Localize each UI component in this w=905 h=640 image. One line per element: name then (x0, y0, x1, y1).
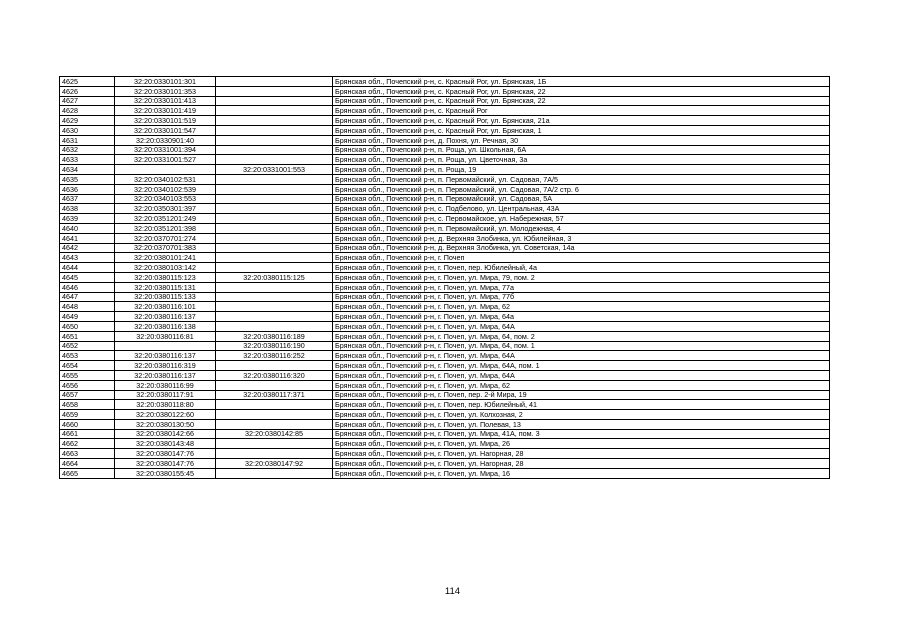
address-cell: Брянская обл., Почепский р-н, г. Почеп, ул. Мира, 64, пом. 1 (333, 341, 830, 351)
table-row (60, 77, 830, 87)
table-row (60, 292, 830, 302)
related-cadastral-number-cell (216, 77, 333, 87)
table-row (60, 135, 830, 145)
address-cell: Брянская обл., Почепский р-н, г. Почеп, ул. Мира, 16 (333, 468, 830, 478)
row-number-cell: 4640 (60, 223, 115, 233)
row-number-cell: 4641 (60, 233, 115, 243)
related-cadastral-number-cell (216, 204, 333, 214)
related-cadastral-number-cell (216, 400, 333, 410)
address-cell: Брянская обл., Почепский р-н, г. Почеп, пер. 2-й Мира, 19 (333, 390, 830, 400)
address-cell: Брянская обл., Почепский р-н, г. Почеп, ул. Нагорная, 28 (333, 449, 830, 459)
address-cell: Брянская обл., Почепский р-н, г. Почеп, ул. Мира, 26 (333, 439, 830, 449)
row-number-cell: 4664 (60, 459, 115, 469)
cadastral-number-cell: 32:20:0351201:249 (115, 214, 216, 224)
table-row (60, 204, 830, 214)
address-cell: Брянская обл., Почепский р-н, п. Роща, ул. Школьная, 6А (333, 145, 830, 155)
related-cadastral-number-cell (216, 125, 333, 135)
address-cell: Брянская обл., Почепский р-н, с. Красный Рог, ул. Брянская, 1 (333, 125, 830, 135)
table-row (60, 419, 830, 429)
row-number-cell: 4627 (60, 96, 115, 106)
row-number-cell: 4633 (60, 155, 115, 165)
cadastral-number-cell: 32:20:0331001:394 (115, 145, 216, 155)
row-number-cell: 4642 (60, 243, 115, 253)
table-row (60, 370, 830, 380)
row-number-cell: 4647 (60, 292, 115, 302)
table-row (60, 253, 830, 263)
related-cadastral-number-cell: 32:20:0380117:371 (216, 390, 333, 400)
row-number-cell: 4626 (60, 86, 115, 96)
row-number-cell: 4649 (60, 312, 115, 322)
table-row (60, 223, 830, 233)
address-cell: Брянская обл., Почепский р-н, с. Первомайское, ул. Набережная, 57 (333, 214, 830, 224)
address-cell: Брянская обл., Почепский р-н, с. Красный Рог (333, 106, 830, 116)
related-cadastral-number-cell (216, 86, 333, 96)
table-body (60, 77, 830, 479)
related-cadastral-number-cell: 32:20:0380142:85 (216, 429, 333, 439)
table-row (60, 194, 830, 204)
row-number-cell: 4629 (60, 116, 115, 126)
related-cadastral-number-cell: 32:20:0380116:252 (216, 351, 333, 361)
cadastral-number-cell: 32:20:0380116:99 (115, 380, 216, 390)
row-number-cell: 4662 (60, 439, 115, 449)
table-row (60, 410, 830, 420)
row-number-cell: 4660 (60, 419, 115, 429)
cadastral-number-cell: 32:20:0330101:519 (115, 116, 216, 126)
cadastral-number-cell: 32:20:0370701:383 (115, 243, 216, 253)
cadastral-number-cell: 32:20:0380116:137 (115, 312, 216, 322)
table-row (60, 272, 830, 282)
table-row (60, 96, 830, 106)
related-cadastral-number-cell (216, 116, 333, 126)
table-row (60, 380, 830, 390)
cadastral-number-cell: 32:20:0380103:142 (115, 263, 216, 273)
address-cell: Брянская обл., Почепский р-н, с. Красный Рог, ул. Брянская, 22 (333, 86, 830, 96)
row-number-cell: 4639 (60, 214, 115, 224)
row-number-cell: 4648 (60, 302, 115, 312)
row-number-cell: 4665 (60, 468, 115, 478)
table-row (60, 106, 830, 116)
related-cadastral-number-cell (216, 135, 333, 145)
table-row (60, 390, 830, 400)
cadastral-number-cell: 32:20:0380116:137 (115, 351, 216, 361)
cadastral-number-cell: 32:20:0380147:76 (115, 449, 216, 459)
row-number-cell: 4635 (60, 174, 115, 184)
address-cell: Брянская обл., Почепский р-н, г. Почеп, ул. Мира, 64А (333, 351, 830, 361)
cadastral-number-cell: 32:20:0330901:40 (115, 135, 216, 145)
row-number-cell: 4656 (60, 380, 115, 390)
address-cell: Брянская обл., Почепский р-н, с. Красный Рог, ул. Брянская, 1Б (333, 77, 830, 87)
table-row (60, 282, 830, 292)
related-cadastral-number-cell (216, 419, 333, 429)
row-number-cell: 4638 (60, 204, 115, 214)
related-cadastral-number-cell (216, 184, 333, 194)
cadastral-number-cell: 32:20:0380101:241 (115, 253, 216, 263)
row-number-cell: 4628 (60, 106, 115, 116)
row-number-cell: 4645 (60, 272, 115, 282)
related-cadastral-number-cell (216, 145, 333, 155)
related-cadastral-number-cell (216, 96, 333, 106)
cadastral-number-cell: 32:20:0340102:539 (115, 184, 216, 194)
address-cell: Брянская обл., Почепский р-н, г. Почеп, ул. Мира, 64А, пом. 1 (333, 361, 830, 371)
table-row (60, 312, 830, 322)
cadastral-number-cell: 32:20:0380130:50 (115, 419, 216, 429)
address-cell: Брянская обл., Почепский р-н, г. Почеп, ул. Мира, 62 (333, 302, 830, 312)
related-cadastral-number-cell (216, 439, 333, 449)
related-cadastral-number-cell (216, 449, 333, 459)
table-row (60, 321, 830, 331)
cadastral-number-cell: 32:20:0380116:319 (115, 361, 216, 371)
address-cell: Брянская обл., Почепский р-н, с. Красный Рог, ул. Брянская, 22 (333, 96, 830, 106)
cadastral-number-cell (115, 165, 216, 175)
row-number-cell: 4643 (60, 253, 115, 263)
address-cell: Брянская обл., Почепский р-н, д. Верхняя Злобинка, ул. Советская, 14а (333, 243, 830, 253)
row-number-cell: 4646 (60, 282, 115, 292)
cadastral-number-cell: 32:20:0330101:547 (115, 125, 216, 135)
address-cell: Брянская обл., Почепский р-н, с. Красный Рог, ул. Брянская, 21а (333, 116, 830, 126)
row-number-cell: 4625 (60, 77, 115, 87)
row-number-cell: 4650 (60, 321, 115, 331)
related-cadastral-number-cell (216, 321, 333, 331)
address-cell: Брянская обл., Почепский р-н, г. Почеп, ул. Мира, 62 (333, 380, 830, 390)
related-cadastral-number-cell (216, 106, 333, 116)
table-row (60, 86, 830, 96)
table-row (60, 165, 830, 175)
row-number-cell: 4655 (60, 370, 115, 380)
table-row (60, 459, 830, 469)
cadastral-number-cell: 32:20:0350301:397 (115, 204, 216, 214)
related-cadastral-number-cell: 32:20:0380147:92 (216, 459, 333, 469)
cadastral-number-cell: 32:20:0380116:137 (115, 370, 216, 380)
row-number-cell: 4636 (60, 184, 115, 194)
related-cadastral-number-cell (216, 253, 333, 263)
table-row (60, 439, 830, 449)
address-cell: Брянская обл., Почепский р-н, г. Почеп, ул. Нагорная, 28 (333, 459, 830, 469)
address-cell: Брянская обл., Почепский р-н, п. Роща, 19 (333, 165, 830, 175)
cadastral-number-cell: 32:20:0330101:353 (115, 86, 216, 96)
cadastral-number-cell: 32:20:0331001:527 (115, 155, 216, 165)
table-row (60, 155, 830, 165)
table-row (60, 125, 830, 135)
related-cadastral-number-cell: 32:20:0380116:320 (216, 370, 333, 380)
address-cell: Брянская обл., Почепский р-н, г. Почеп (333, 253, 830, 263)
row-number-cell: 4632 (60, 145, 115, 155)
cadastral-number-cell: 32:20:0380115:133 (115, 292, 216, 302)
cadastral-number-cell: 32:20:0340103:553 (115, 194, 216, 204)
cadastral-number-cell: 32:20:0380116:101 (115, 302, 216, 312)
address-cell: Брянская обл., Почепский р-н, п. Первомайский, ул. Садовая, 7А/2 стр. 6 (333, 184, 830, 194)
address-cell: Брянская обл., Почепский р-н, г. Почеп, ул. Мира, 77б (333, 292, 830, 302)
table-row (60, 214, 830, 224)
table-row (60, 174, 830, 184)
cadastral-number-cell: 32:20:0330101:301 (115, 77, 216, 87)
row-number-cell: 4631 (60, 135, 115, 145)
related-cadastral-number-cell: 32:20:0380116:189 (216, 331, 333, 341)
address-cell: Брянская обл., Почепский р-н, г. Почеп, пер. Юбилейный, 41 (333, 400, 830, 410)
address-cell: Брянская обл., Почепский р-н, п. Первомайский, ул. Садовая, 5А (333, 194, 830, 204)
table-row (60, 351, 830, 361)
address-cell: Брянская обл., Почепский р-н, г. Почеп, ул. Полевая, 13 (333, 419, 830, 429)
row-number-cell: 4637 (60, 194, 115, 204)
cadastral-number-cell: 32:20:0340102:531 (115, 174, 216, 184)
table-row (60, 468, 830, 478)
related-cadastral-number-cell (216, 302, 333, 312)
related-cadastral-number-cell (216, 468, 333, 478)
related-cadastral-number-cell (216, 410, 333, 420)
row-number-cell: 4651 (60, 331, 115, 341)
address-cell: Брянская обл., Почепский р-н, п. Первомайский, ул. Садовая, 7А/5 (333, 174, 830, 184)
cadastral-number-cell: 32:20:0380142:66 (115, 429, 216, 439)
related-cadastral-number-cell: 32:20:0331001:553 (216, 165, 333, 175)
table-row (60, 341, 830, 351)
row-number-cell: 4654 (60, 361, 115, 371)
address-cell: Брянская обл., Почепский р-н, г. Почеп, пер. Юбилейный, 4а (333, 263, 830, 273)
page-number: 114 (444, 586, 461, 597)
table-row (60, 116, 830, 126)
related-cadastral-number-cell: 32:20:0380115:125 (216, 272, 333, 282)
related-cadastral-number-cell (216, 361, 333, 371)
table-row (60, 302, 830, 312)
related-cadastral-number-cell (216, 214, 333, 224)
related-cadastral-number-cell (216, 263, 333, 273)
table-row (60, 263, 830, 273)
related-cadastral-number-cell (216, 243, 333, 253)
table-row (60, 429, 830, 439)
row-number-cell: 4659 (60, 410, 115, 420)
row-number-cell: 4653 (60, 351, 115, 361)
row-number-cell: 4630 (60, 125, 115, 135)
address-cell: Брянская обл., Почепский р-н, д. Похня, ул. Речная, 30 (333, 135, 830, 145)
address-cell: Брянская обл., Почепский р-н, п. Первомайский, ул. Молодежная, 4 (333, 223, 830, 233)
cadastral-number-cell: 32:20:0380116:81 (115, 331, 216, 341)
related-cadastral-number-cell (216, 282, 333, 292)
cadastral-number-cell: 32:20:0330101:413 (115, 96, 216, 106)
address-cell: Брянская обл., Почепский р-н, д. Верхняя Злобинка, ул. Юбилейная, 3 (333, 233, 830, 243)
related-cadastral-number-cell (216, 194, 333, 204)
address-cell: Брянская обл., Почепский р-н, с. Подбелово, ул. Центральная, 43А (333, 204, 830, 214)
row-number-cell: 4661 (60, 429, 115, 439)
cadastral-number-cell: 32:20:0380143:48 (115, 439, 216, 449)
cadastral-number-cell (115, 341, 216, 351)
address-cell: Брянская обл., Почепский р-н, г. Почеп, ул. Колхозная, 2 (333, 410, 830, 420)
cadastral-table (59, 76, 830, 479)
cadastral-number-cell: 32:20:0380122:60 (115, 410, 216, 420)
address-cell: Брянская обл., Почепский р-н, г. Почеп, ул. Мира, 64, пом. 2 (333, 331, 830, 341)
table-row (60, 243, 830, 253)
related-cadastral-number-cell (216, 233, 333, 243)
table-row (60, 233, 830, 243)
address-cell: Брянская обл., Почепский р-н, г. Почеп, ул. Мира, 79, пом. 2 (333, 272, 830, 282)
cadastral-number-cell: 32:20:0380147:76 (115, 459, 216, 469)
table-row (60, 331, 830, 341)
address-cell: Брянская обл., Почепский р-н, п. Роща, ул. Цветочная, 3а (333, 155, 830, 165)
cadastral-number-cell: 32:20:0370701:274 (115, 233, 216, 243)
table-row (60, 400, 830, 410)
table-row (60, 361, 830, 371)
table-row (60, 449, 830, 459)
cadastral-number-cell: 32:20:0380155:45 (115, 468, 216, 478)
address-cell: Брянская обл., Почепский р-н, г. Почеп, ул. Мира, 64а (333, 312, 830, 322)
cadastral-number-cell: 32:20:0380118:80 (115, 400, 216, 410)
cadastral-number-cell: 32:20:0380115:123 (115, 272, 216, 282)
cadastral-number-cell: 32:20:0380117:91 (115, 390, 216, 400)
address-cell: Брянская обл., Почепский р-н, г. Почеп, ул. Мира, 64А (333, 321, 830, 331)
related-cadastral-number-cell (216, 312, 333, 322)
related-cadastral-number-cell (216, 380, 333, 390)
related-cadastral-number-cell: 32:20:0380116:190 (216, 341, 333, 351)
address-cell: Брянская обл., Почепский р-н, г. Почеп, ул. Мира, 41А, пом. 3 (333, 429, 830, 439)
table-row (60, 184, 830, 194)
table-row (60, 145, 830, 155)
row-number-cell: 4657 (60, 390, 115, 400)
related-cadastral-number-cell (216, 223, 333, 233)
row-number-cell: 4634 (60, 165, 115, 175)
cadastral-number-cell: 32:20:0380115:131 (115, 282, 216, 292)
row-number-cell: 4663 (60, 449, 115, 459)
cadastral-number-cell: 32:20:0351201:398 (115, 223, 216, 233)
related-cadastral-number-cell (216, 155, 333, 165)
row-number-cell: 4658 (60, 400, 115, 410)
row-number-cell: 4652 (60, 341, 115, 351)
address-cell: Брянская обл., Почепский р-н, г. Почеп, ул. Мира, 64А (333, 370, 830, 380)
related-cadastral-number-cell (216, 292, 333, 302)
address-cell: Брянская обл., Почепский р-н, г. Почеп, ул. Мира, 77а (333, 282, 830, 292)
related-cadastral-number-cell (216, 174, 333, 184)
row-number-cell: 4644 (60, 263, 115, 273)
cadastral-number-cell: 32:20:0330101:419 (115, 106, 216, 116)
cadastral-number-cell: 32:20:0380116:138 (115, 321, 216, 331)
